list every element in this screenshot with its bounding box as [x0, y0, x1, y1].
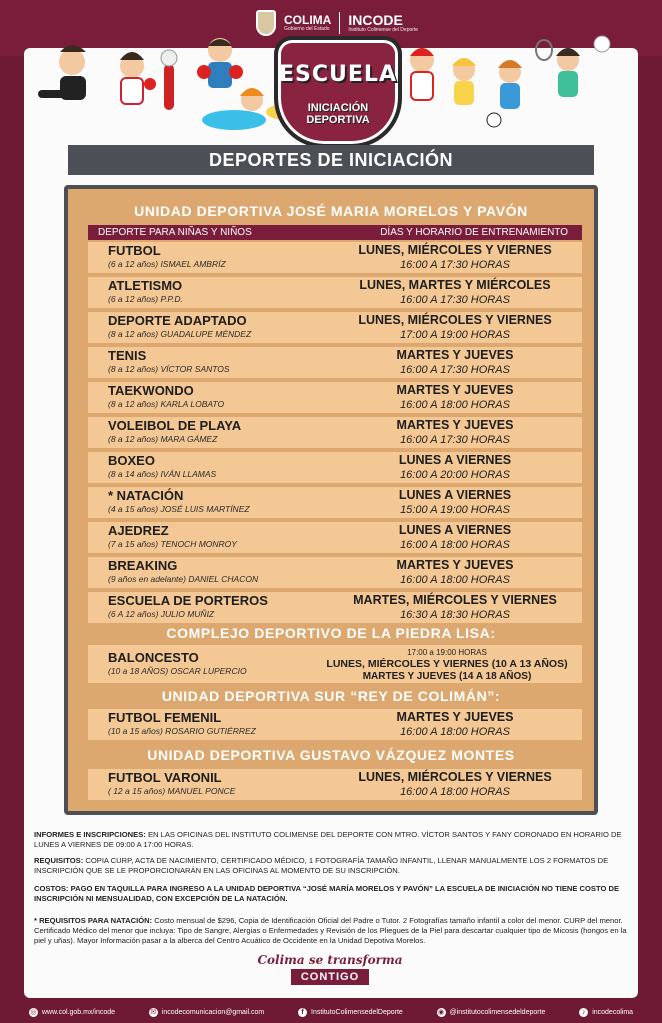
sport-days: LUNES, MIÉRCOLES Y VIERNES: [358, 770, 552, 784]
sport-days: LUNES, MARTES Y MIÉRCOLES: [359, 278, 551, 292]
venue-title: UNIDAD DEPORTIVA SUR “REY DE COLIMÁN”:: [161, 688, 501, 704]
venue-title: UNIDAD DEPORTIVA JOSÉ MARIA MORELOS Y PAVÓN: [134, 203, 528, 219]
kid-karate-icon: [38, 45, 86, 100]
footer-link-email[interactable]: ✉ incodecomunicacion@gmail.com: [150, 1009, 265, 1016]
schedule-row: [88, 277, 582, 308]
sport-hours: 17:00 a 19:00 HORAS: [407, 648, 487, 657]
info-natacion: * REQUISITOS PARA NATACIÓN: Costo mensual de $296, Copia de Identificación Oficial del Padre o Tutor. 2 Fotografías tamaño infantil a color del menor. CURP del menor. Certificado Médico del menor que incluya: Tipo de Sangre, Alergias o Enfermedades y Revisión de los Pliegues de la Piel para descartar cualquier tipo de Micosis (hongos en la piel y uñas). Mayor Información pasar a la alberca del Centro Acuático de Occidente en la Unidad Depotiva Morelos.: [34, 916, 627, 945]
kid-baseball-icon: [410, 48, 434, 100]
schedule-row: [88, 592, 582, 623]
sport-days: LUNES A VIERNES: [398, 488, 512, 502]
sport-hours: 16:00 A 17:30 HORAS: [400, 259, 510, 271]
mail-icon: ✉: [150, 1009, 157, 1016]
kid-soccer-icon: [487, 60, 522, 127]
school-emblem: [274, 36, 402, 148]
sport-hours: 16:00 A 17:30 HORAS: [400, 434, 510, 446]
sport-days: LUNES, MIÉRCOLES Y VIERNES: [358, 313, 552, 327]
sport-name: DEPORTE ADAPTADO: [108, 313, 247, 328]
sport-hours: 16:00 A 18:00 HORAS: [400, 726, 510, 738]
sport-name: BOXEO: [108, 453, 155, 468]
tiktok-icon: ♪: [579, 1008, 588, 1017]
schedule-row: [88, 487, 582, 518]
schedule-row: [88, 709, 582, 740]
sport-name: FUTBOL FEMENIL: [108, 710, 222, 725]
sport-days: MARTES Y JUEVES: [396, 348, 514, 362]
sport-name: ESCUELA DE PORTEROS: [108, 593, 268, 608]
sport-days: MARTES Y JUEVES (14 A 18 AÑOS): [362, 671, 532, 682]
sport-days: MARTES Y JUEVES: [396, 710, 514, 724]
sport-hours: 16:00 A 18:00 HORAS: [400, 539, 510, 551]
info-inscripciones: INFORMES E INSCRIPCIONES: EN LAS OFICINAS DEL INSTITUTO COLIMENSE DEL DEPORTE CON MTRO. VÍCTOR SANTOS Y FANY CORONADO EN HORARIO DE LUNES A VIERNES DE 09:00 A 17:00 HORAS.: [34, 830, 622, 849]
footer-link-facebook[interactable]: f InstitutoColimensedelDeporte: [298, 1008, 403, 1017]
sport-days: MARTES, MIÉRCOLES Y VIERNES: [353, 593, 557, 607]
sport-coach: (8 a 12 años) VÍCTOR SANTOS: [108, 364, 230, 374]
footer-link-website[interactable]: ◎ www.col.gob.mx/incode: [30, 1009, 116, 1016]
colima-logo: COLIMA Gobierno del Estado: [284, 13, 332, 32]
sport-name: FUTBOL VARONIL: [108, 770, 222, 785]
sport-coach: (8 a 12 años) GUADALUPE MÉNDEZ: [108, 329, 252, 339]
schedule-row: [88, 452, 582, 483]
sport-coach: (8 a 12 años) MARA GÁMEZ: [108, 434, 218, 444]
venue-title: UNIDAD DEPORTIVA GUSTAVO VÁZQUEZ MONTES: [147, 747, 515, 763]
schedule-row: [88, 417, 582, 448]
sport-coach: (9 años en adelante) DANIEL CHACON: [108, 574, 259, 584]
sport-name: ATLETISMO: [108, 278, 183, 293]
footer-link-instagram[interactable]: ◉ @institutocolimensedeldeporte: [438, 1009, 546, 1016]
schedule-row: [88, 522, 582, 553]
sport-name: BALONCESTO: [108, 650, 199, 665]
emblem-title: ESCUELA: [279, 62, 397, 87]
sport-name: FUTBOL: [108, 243, 161, 258]
sport-hours: 15:00 A 19:00 HORAS: [400, 504, 510, 516]
sport-days: MARTES Y JUEVES: [396, 418, 514, 432]
sport-hours: 16:00 A 17:30 HORAS: [400, 294, 510, 306]
sport-days: LUNES, MIÉRCOLES Y VIERNES (10 A 13 AÑOS): [326, 658, 568, 670]
sport-coach: ( 12 a 15 años) MANUEL PONCE: [108, 786, 236, 796]
sport-days: LUNES, MIÉRCOLES Y VIERNES: [358, 243, 552, 257]
schedule-row: [88, 769, 582, 800]
slogan-badge: CONTIGO: [291, 969, 369, 985]
schedule-row: [88, 312, 582, 343]
sport-coach: (6 a 12 años) ISMAEL AMBRÍZ: [108, 259, 226, 269]
column-header: [88, 225, 582, 240]
sport-days: LUNES A VIERNES: [398, 523, 512, 537]
schedule-row: [88, 557, 582, 588]
schedule-row: [88, 347, 582, 378]
slogan: [250, 953, 410, 985]
globe-icon: ◎: [30, 1009, 37, 1016]
schedule-row: [88, 645, 582, 683]
sport-coach: (6 a 12 años) P.P.D.: [108, 294, 183, 304]
sport-days: MARTES Y JUEVES: [396, 558, 514, 572]
sport-name: * NATACIÓN: [108, 488, 184, 503]
sport-coach: (6 A 12 años) JULIO MUÑIZ: [108, 609, 215, 619]
kid-tennis-icon: [536, 36, 610, 97]
venue-title: COMPLEJO DEPORTIVO DE LA PIEDRA LISA:: [166, 625, 496, 641]
kid-boxing-gloves-icon: [197, 38, 243, 88]
sport-name: VOLEIBOL DE PLAYA: [108, 418, 242, 433]
sport-hours: 16:00 A 18:00 HORAS: [400, 399, 510, 411]
sport-coach: (10 a 18 AÑOS) OSCAR LUPERCIO: [108, 666, 247, 676]
schedule-row: [88, 242, 582, 273]
sport-coach: (4 a 15 años) JOSÉ LUIS MARTÍNEZ: [108, 504, 250, 514]
sport-days: MARTES Y JUEVES: [396, 383, 514, 397]
sport-name: BREAKING: [108, 558, 178, 573]
sport-hours: 16:00 A 18:00 HORAS: [400, 574, 510, 586]
sport-hours: 17:00 A 19:00 HORAS: [400, 329, 510, 341]
sport-coach: (8 a 14 años) IVÁN LLAMAS: [108, 469, 217, 479]
sport-name: AJEDREZ: [108, 523, 169, 538]
slogan-line: Colima se transforma: [257, 953, 403, 967]
schedule-board: [64, 185, 598, 815]
sport-coach: (7 a 15 años) TENOCH MONROY: [108, 539, 237, 549]
sport-hours: 16:00 A 18:00 HORAS: [400, 786, 510, 798]
sport-coach: (8 a 12 años) KARLA LOBATO: [108, 399, 225, 409]
sport-coach: (10 a 15 años) ROSARIO GUTIÉRREZ: [108, 726, 256, 736]
schedule-row: [88, 382, 582, 413]
info-requisitos: REQUISITOS: COPIA CURP, ACTA DE NACIMIENTO, CERTIFICADO MÉDICO, 1 FOTOGRAFÍA TAMAÑO INFANTIL, LLENAR MANUALMENTE LOS 2 FORMATOS DE INSCRIPCIÓN QUE SE LE PROPORCIONARÁN EN LAS OFICINAS AL MOMENTO DE SU INSCRIPCIÓN.: [34, 856, 609, 875]
column-header-schedule: DÍAS Y HORARIO DE ENTRENAMIENTO: [380, 227, 568, 238]
kid-boxing-icon: [120, 50, 177, 110]
page-title: DEPORTES DE INICIACIÓN: [68, 145, 594, 175]
instagram-icon: ◉: [438, 1009, 445, 1016]
footer-link-tiktok[interactable]: ♪ incodecolima: [579, 1008, 633, 1017]
sport-name: TAEKWONDO: [108, 383, 194, 398]
sport-hours: 16:30 A 18:30 HORAS: [400, 609, 510, 621]
sport-hours: 16:00 A 20:00 HORAS: [400, 469, 510, 481]
facebook-icon: f: [298, 1008, 307, 1017]
sport-hours: 16:00 A 17:30 HORAS: [400, 364, 510, 376]
kid-running-icon: [452, 58, 476, 105]
info-costos: COSTOS: PAGO EN TAQUILLA PARA INGRESO A LA UNIDAD DEPORTIVA “JOSÉ MARÍA MORELOS Y PAVÓN” LA ESCUELA DE INICIACIÓN NO TIENE COSTO DE INSCRIPCIÓN NI MENSUALIDAD, CON EXCEPCIÓN DE LA NATACIÓN.: [34, 884, 620, 903]
incode-logo: INCODE Instituto Colimense del Deporte: [348, 12, 419, 33]
column-header-sport: DEPORTE PARA NIÑAS Y NIÑOS: [98, 227, 252, 238]
sport-days: LUNES A VIERNES: [398, 453, 512, 467]
sport-name: TENIS: [108, 348, 147, 363]
footer-contacts: [0, 1002, 662, 1023]
emblem-subtitle: INICIACIÓN DEPORTIVA: [306, 102, 370, 126]
